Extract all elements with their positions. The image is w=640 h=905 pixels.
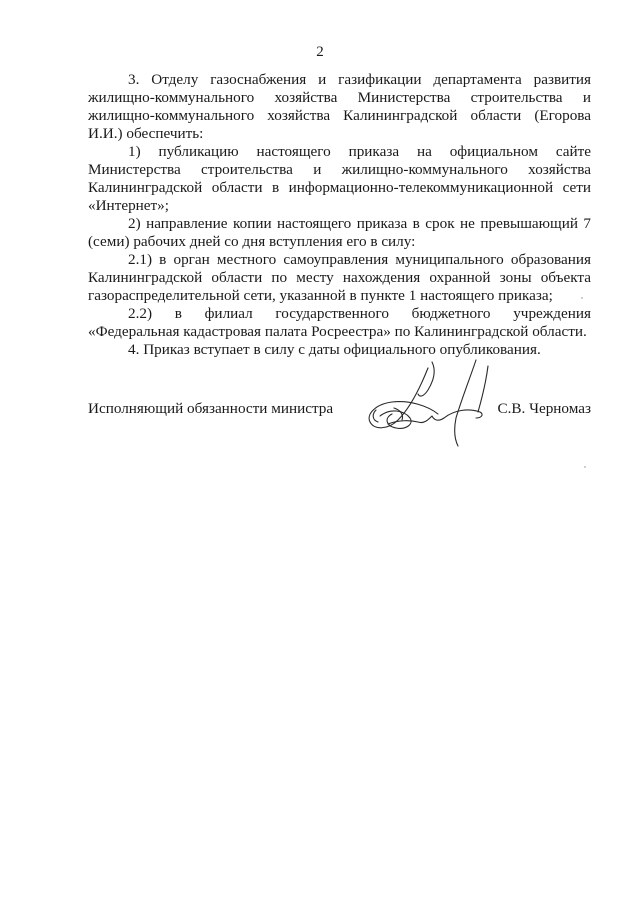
paragraph-3-1: 1) публикацию настоящего приказа на официальном сайте Министерства строительства и жилищно-коммунального хозяйства Калининградской области в информационно-телекоммуникационной сети «Интернет»; [88,143,591,214]
paragraph-3-2-1: 2.1) в орган местного самоуправления муниципального образования Калининградской области по месту нахождения охранной зоны объекта газораспределительной сети, указанной в пункте 1 настоящего приказа; [88,251,591,304]
paragraph-3: 3. Отделу газоснабжения и газификации департамента развития жилищно-коммунального хозяйства Министерства строительства и жилищно-коммунального хозяйства Калининградской области (Егорова И.И.) обеспечить: [88,71,591,142]
paragraph-3-2-2: 2.2) в филиал государственного бюджетного учреждения «Федеральная кадастровая палата Росреестра» по Калининградской области. [88,305,591,340]
paragraph-4: 4. Приказ вступает в силу с даты официального опубликования. [128,341,541,358]
page-number: 2 [316,44,324,60]
paragraph-3-2: 2) направление копии настоящего приказа в срок не превышающий 7 (семи) рабочих дней со дня вступления его в силу: [88,215,591,250]
signatory-title: Исполняющий обязанности министра [88,400,334,417]
signatory-name: С.В. Черномаз [497,400,591,417]
